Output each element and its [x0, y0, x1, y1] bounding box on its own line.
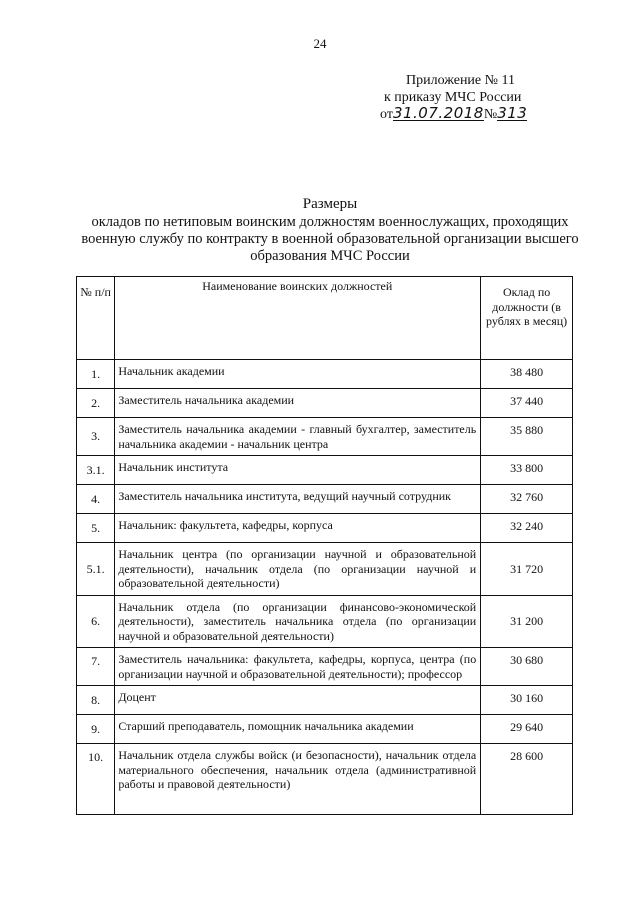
row-salary: 37 440	[481, 389, 573, 418]
row-name: Заместитель начальника академии - главный бухгалтер, заместитель начальника академии - начальник центра	[115, 418, 481, 456]
row-num: 1.	[77, 360, 115, 389]
row-salary: 32 760	[481, 485, 573, 514]
handwritten-date: 31.07.2018	[392, 104, 484, 122]
table-row	[77, 715, 573, 744]
appendix-date-line	[380, 106, 560, 123]
row-num: 4.	[77, 485, 115, 514]
row-salary: 28 600	[481, 744, 573, 815]
row-salary: 30 680	[481, 648, 573, 686]
table-row	[77, 686, 573, 715]
row-salary: 30 160	[481, 686, 573, 715]
table-row	[77, 389, 573, 418]
row-num: 7.	[77, 648, 115, 686]
row-name: Начальник института	[115, 456, 481, 485]
row-name: Старший преподаватель, помощник начальника академии	[115, 715, 481, 744]
table-row	[77, 514, 573, 543]
number-label: №	[483, 107, 498, 122]
header-salary: Оклад по должности (в рублях в месяц)	[481, 277, 573, 360]
row-salary: 29 640	[481, 715, 573, 744]
row-salary: 33 800	[481, 456, 573, 485]
row-num: 10.	[77, 744, 115, 815]
title-line-3: образования МЧС России	[250, 248, 410, 264]
row-num: 5.	[77, 514, 115, 543]
page-number: 24	[313, 36, 327, 51]
table-row	[77, 360, 573, 389]
row-num: 3.1.	[77, 456, 115, 485]
table-row	[77, 648, 573, 686]
row-name: Начальник отдела службы войск (и безопасности), начальник отдела материального обеспечения, начальник отдела (административной работы и правовой деятельности)	[115, 744, 481, 815]
table-header-row	[77, 277, 573, 360]
appendix-order-ref: к приказу МЧС России	[384, 90, 522, 105]
header-num: № п/п	[77, 277, 115, 360]
appendix-title: Приложение № 11	[406, 73, 515, 88]
row-name: Начальник: факультета, кафедры, корпуса	[115, 514, 481, 543]
row-num: 5.1.	[77, 543, 115, 596]
handwritten-order-number: 313	[497, 104, 528, 122]
row-salary: 35 880	[481, 418, 573, 456]
table-row	[77, 418, 573, 456]
row-salary: 32 240	[481, 514, 573, 543]
row-num: 2.	[77, 389, 115, 418]
salary-table	[76, 276, 573, 815]
row-num: 3.	[77, 418, 115, 456]
header-name: Наименование воинских должностей	[115, 277, 481, 360]
title-line-0: Размеры	[302, 196, 358, 212]
row-name: Начальник отдела (по организации финансово-экономической деятельности), заместитель начальника отдела (по организации научной и образовательной деятельности)	[115, 595, 481, 648]
row-num: 8.	[77, 686, 115, 715]
row-name: Заместитель начальника: факультета, кафедры, корпуса, центра (по организации научной и образовательной деятельности); профессор	[115, 648, 481, 686]
row-num: 9.	[77, 715, 115, 744]
document-title	[60, 196, 600, 265]
row-salary: 31 200	[481, 595, 573, 648]
row-name: Доцент	[115, 686, 481, 715]
table-row	[77, 485, 573, 514]
title-line-1: окладов по нетиповым воинским должностям военнослужащих, проходящих	[91, 214, 569, 230]
table-row	[77, 595, 573, 648]
table-row	[77, 543, 573, 596]
title-line-2: военную службу по контракту в военной образовательной организации высшего	[81, 231, 579, 247]
appendix-block	[380, 72, 560, 123]
row-salary: 31 720	[481, 543, 573, 596]
from-label: от	[380, 107, 393, 122]
row-num: 6.	[77, 595, 115, 648]
table-row	[77, 456, 573, 485]
row-name: Заместитель начальника академии	[115, 389, 481, 418]
row-name: Начальник академии	[115, 360, 481, 389]
row-name: Заместитель начальника института, ведущий научный сотрудник	[115, 485, 481, 514]
table-row	[77, 744, 573, 815]
row-name: Начальник центра (по организации научной и образовательной деятельности), начальник отдела (по организации научной и образовательной деятельности)	[115, 543, 481, 596]
row-salary: 38 480	[481, 360, 573, 389]
